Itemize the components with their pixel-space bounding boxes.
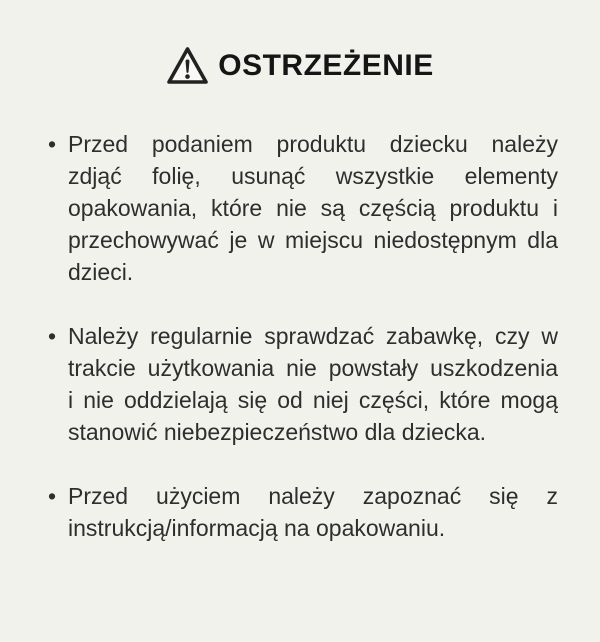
warning-line: instrukcją/informacją na opakowaniu. (68, 515, 446, 541)
warning-item-lines (68, 480, 558, 544)
warning-item (48, 128, 558, 288)
warning-item (48, 480, 558, 544)
warning-line: przechowywać je w miejscu niedostępnym dla (68, 227, 558, 253)
warning-item (48, 320, 558, 448)
warning-card (0, 42, 600, 642)
warning-item-lines (68, 128, 558, 288)
warning-title: OSTRZEŻENIE (218, 49, 434, 82)
bullet-marker: • (48, 483, 57, 509)
warning-line: Należy regularnie sprawdzać zabawkę, czy w (68, 323, 558, 349)
warning-item-lines (68, 320, 558, 448)
warning-header (0, 42, 600, 88)
warning-line: stanowić niebezpieczeństwo dla dziecka. (68, 419, 487, 445)
bullet-marker: • (48, 323, 57, 349)
warning-triangle-icon (166, 45, 209, 86)
warning-line: zdjąć folię, usunąć wszystkie elementy (68, 163, 558, 189)
warning-line: opakowania, które nie są częścią produktu i (68, 195, 558, 221)
warning-line: Przed użyciem należy zapoznać się z (68, 483, 558, 509)
warning-line: trakcie użytkowania nie powstały uszkodzenia (68, 355, 558, 381)
bullet-marker: • (48, 131, 57, 157)
warning-line: i nie oddzielają się od niej części, które mogą (68, 387, 558, 413)
warning-line: Przed podaniem produktu dziecku należy (68, 131, 558, 157)
warning-list (0, 128, 600, 544)
warning-line: dzieci. (68, 259, 134, 285)
